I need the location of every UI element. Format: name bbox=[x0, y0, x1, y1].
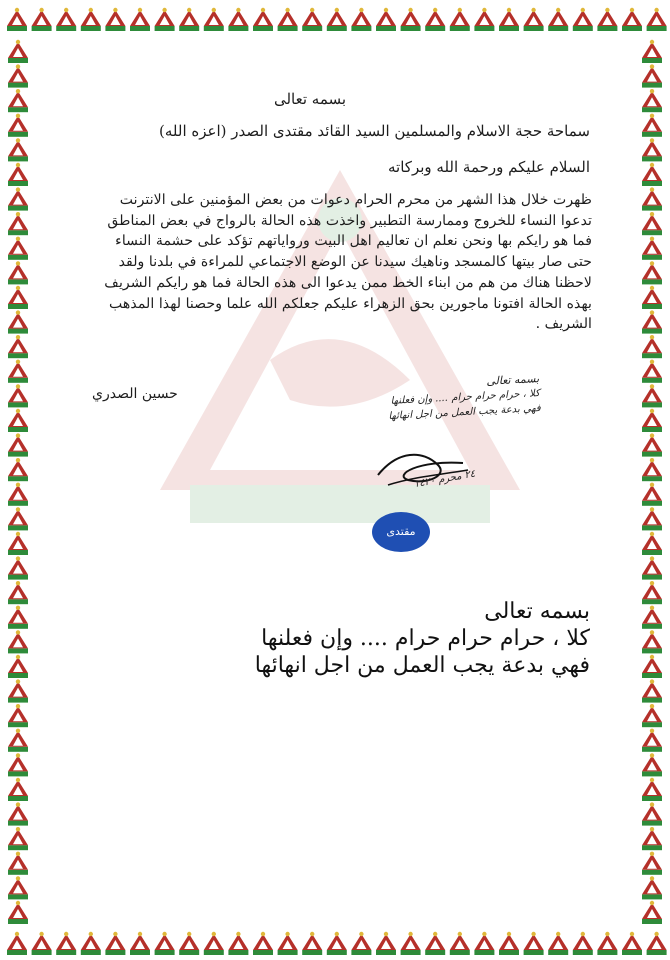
border-ornament bbox=[642, 753, 662, 776]
letter-body-line: حتى صار بيتها كالمسجد وناهيك سيدنا عن الوضع الاجتماعي للمراءة في بلدنا ولقد bbox=[118, 254, 592, 271]
border-ornament bbox=[642, 630, 662, 653]
border-ornament bbox=[105, 932, 125, 955]
border-ornament bbox=[8, 384, 28, 407]
border-ornament bbox=[8, 753, 28, 776]
border-ornament bbox=[8, 310, 28, 333]
letter-body-line: الشريف . bbox=[535, 316, 592, 333]
transcription-line: بسمه تعالى bbox=[484, 599, 590, 624]
border-ornament bbox=[302, 932, 322, 955]
border-ornament bbox=[642, 433, 662, 456]
border-ornament bbox=[450, 8, 470, 31]
border-ornament bbox=[642, 876, 662, 899]
border-ornament bbox=[642, 901, 662, 924]
border-ornament bbox=[8, 89, 28, 112]
border-ornament bbox=[642, 89, 662, 112]
border-ornament bbox=[8, 630, 28, 653]
border-ornament bbox=[425, 932, 445, 955]
border-ornament bbox=[597, 8, 617, 31]
signature-date: ٢٤ محرم ١٤٢٠ bbox=[413, 468, 477, 491]
border-ornament bbox=[81, 932, 101, 955]
letter-body-line: ظهرت خلال هذا الشهر من محرم الحرام دعوات من بعض المؤمنين على الانترنت bbox=[119, 192, 592, 208]
border-ornament bbox=[642, 729, 662, 752]
letter-body-line: تدعوا النساء للخروج وممارسة التطبير واخذت هذه الحالة بالرواج في بعض المناطق bbox=[107, 212, 592, 229]
border-ornament bbox=[8, 655, 28, 678]
decorative-border-bottom bbox=[0, 924, 670, 960]
border-ornament bbox=[524, 932, 544, 955]
border-ornament bbox=[642, 138, 662, 161]
border-ornament bbox=[642, 335, 662, 358]
border-ornament bbox=[8, 556, 28, 579]
border-ornament bbox=[8, 237, 28, 260]
border-ornament bbox=[499, 8, 519, 31]
border-ornament bbox=[351, 8, 371, 31]
handwritten-reply-line: بسمه تعالى bbox=[485, 372, 540, 388]
border-ornament bbox=[642, 581, 662, 604]
border-ornament bbox=[642, 679, 662, 702]
border-ornament bbox=[642, 483, 662, 506]
border-ornament bbox=[573, 8, 593, 31]
border-ornament bbox=[642, 778, 662, 801]
border-ornament bbox=[8, 360, 28, 383]
border-ornament bbox=[642, 532, 662, 555]
border-ornament bbox=[642, 507, 662, 530]
border-ornament bbox=[8, 507, 28, 530]
border-ornament bbox=[278, 932, 298, 955]
letter-body-line: بهذه الحالة افتونا ماجورين بحق الزهراء عليكم جعلكم الله علما وحصنا لهذا المذهب bbox=[108, 295, 592, 312]
border-ornament bbox=[450, 932, 470, 955]
border-ornament bbox=[8, 40, 28, 63]
border-ornament bbox=[8, 729, 28, 752]
border-ornament bbox=[130, 8, 150, 31]
border-ornament bbox=[8, 581, 28, 604]
border-ornament bbox=[642, 360, 662, 383]
border-ornament bbox=[8, 827, 28, 850]
border-ornament bbox=[8, 901, 28, 924]
border-ornament bbox=[8, 532, 28, 555]
border-ornament bbox=[376, 932, 396, 955]
border-ornament bbox=[8, 433, 28, 456]
border-ornament bbox=[642, 187, 662, 210]
letter-addressee: سماحة حجة الاسلام والمسلمين السيد القائد مقتدى الصدر (اعزه الله) bbox=[159, 122, 590, 140]
border-ornament bbox=[524, 8, 544, 31]
border-ornament bbox=[56, 8, 76, 31]
border-ornament bbox=[8, 679, 28, 702]
border-ornament bbox=[8, 606, 28, 629]
border-ornament bbox=[642, 114, 662, 137]
border-ornament bbox=[642, 163, 662, 186]
reply-transcription bbox=[170, 598, 590, 679]
border-ornament bbox=[302, 8, 322, 31]
border-ornament bbox=[573, 932, 593, 955]
border-ornament bbox=[105, 8, 125, 31]
border-ornament bbox=[56, 932, 76, 955]
border-ornament bbox=[253, 932, 273, 955]
border-ornament bbox=[401, 8, 421, 31]
border-ornament bbox=[179, 8, 199, 31]
border-ornament bbox=[642, 606, 662, 629]
transcription-line: فهي بدعة يجب العمل من اجل انهائها bbox=[254, 653, 590, 678]
border-ornament bbox=[155, 8, 175, 31]
border-ornament bbox=[204, 932, 224, 955]
border-pattern-top bbox=[7, 8, 667, 31]
handwritten-reply-line: كلا ، حرام حرام حرام .... وإن فعلنها bbox=[390, 388, 541, 407]
decorative-border-top bbox=[0, 0, 670, 36]
border-ornament bbox=[179, 932, 199, 955]
border-ornament bbox=[642, 852, 662, 875]
border-ornament bbox=[8, 483, 28, 506]
border-ornament bbox=[642, 64, 662, 87]
border-ornament bbox=[228, 932, 248, 955]
border-ornament bbox=[8, 64, 28, 87]
border-ornament bbox=[642, 409, 662, 432]
border-ornament bbox=[8, 458, 28, 481]
letter-body bbox=[102, 190, 592, 335]
border-ornament bbox=[425, 8, 445, 31]
border-ornament bbox=[8, 876, 28, 899]
border-ornament bbox=[278, 8, 298, 31]
decorative-border-left bbox=[0, 0, 36, 960]
border-pattern-left bbox=[8, 40, 28, 924]
border-ornament bbox=[642, 556, 662, 579]
border-ornament bbox=[8, 409, 28, 432]
border-ornament bbox=[130, 932, 150, 955]
border-ornament bbox=[642, 655, 662, 678]
border-ornament bbox=[8, 187, 28, 210]
letter-sender: حسين الصدري bbox=[92, 386, 178, 402]
border-ornament bbox=[8, 335, 28, 358]
border-ornament bbox=[642, 286, 662, 309]
border-ornament bbox=[228, 8, 248, 31]
border-ornament bbox=[548, 932, 568, 955]
border-ornament bbox=[8, 286, 28, 309]
border-ornament bbox=[499, 932, 519, 955]
border-ornament bbox=[8, 852, 28, 875]
letter-body-line: لاحظنا هناك من هم من ابناء الخط ممن يدعوا الى هذه الحالة فما هو رايكم الشريف bbox=[104, 274, 592, 291]
border-ornament bbox=[8, 778, 28, 801]
border-ornament bbox=[351, 932, 371, 955]
border-ornament bbox=[8, 261, 28, 284]
border-ornament bbox=[8, 138, 28, 161]
border-ornament bbox=[642, 261, 662, 284]
border-ornament bbox=[548, 8, 568, 31]
border-ornament bbox=[642, 458, 662, 481]
letter-body-line: فما هو رايكم بها ونحن نعلم ان تعاليم اهل البيت ورواياتهم تؤكد على حشمة النساء bbox=[115, 233, 592, 250]
border-ornament bbox=[376, 8, 396, 31]
border-ornament bbox=[8, 704, 28, 727]
border-ornament bbox=[642, 237, 662, 260]
border-ornament bbox=[327, 932, 347, 955]
border-ornament bbox=[474, 8, 494, 31]
border-ornament bbox=[642, 827, 662, 850]
transcription-line: كلا ، حرام حرام حرام .... وإن فعلنها bbox=[261, 626, 590, 651]
border-ornament bbox=[642, 802, 662, 825]
border-pattern-right bbox=[642, 40, 662, 924]
border-ornament bbox=[642, 704, 662, 727]
border-ornament bbox=[597, 932, 617, 955]
border-ornament bbox=[155, 932, 175, 955]
decorative-border-right bbox=[634, 0, 670, 960]
border-ornament bbox=[401, 932, 421, 955]
handwritten-reply-line: فهي بدعة يجب العمل من اجل انهائها bbox=[388, 403, 541, 422]
border-ornament bbox=[474, 932, 494, 955]
border-ornament bbox=[642, 212, 662, 235]
border-ornament bbox=[8, 212, 28, 235]
letter-basmala: بسمه تعالى bbox=[273, 90, 347, 108]
border-ornament bbox=[81, 8, 101, 31]
border-ornament bbox=[8, 163, 28, 186]
border-ornament bbox=[642, 40, 662, 63]
border-ornament bbox=[642, 310, 662, 333]
border-ornament bbox=[327, 8, 347, 31]
border-ornament bbox=[8, 802, 28, 825]
office-stamp bbox=[372, 512, 430, 578]
letter-greeting: السلام عليكم ورحمة الله وبركاته bbox=[388, 158, 590, 176]
border-ornament bbox=[253, 8, 273, 31]
stamp-text: مقتدى الصدر bbox=[386, 525, 416, 578]
border-pattern-bottom bbox=[7, 932, 667, 955]
border-ornament bbox=[8, 114, 28, 137]
border-ornament bbox=[642, 384, 662, 407]
border-ornament bbox=[204, 8, 224, 31]
